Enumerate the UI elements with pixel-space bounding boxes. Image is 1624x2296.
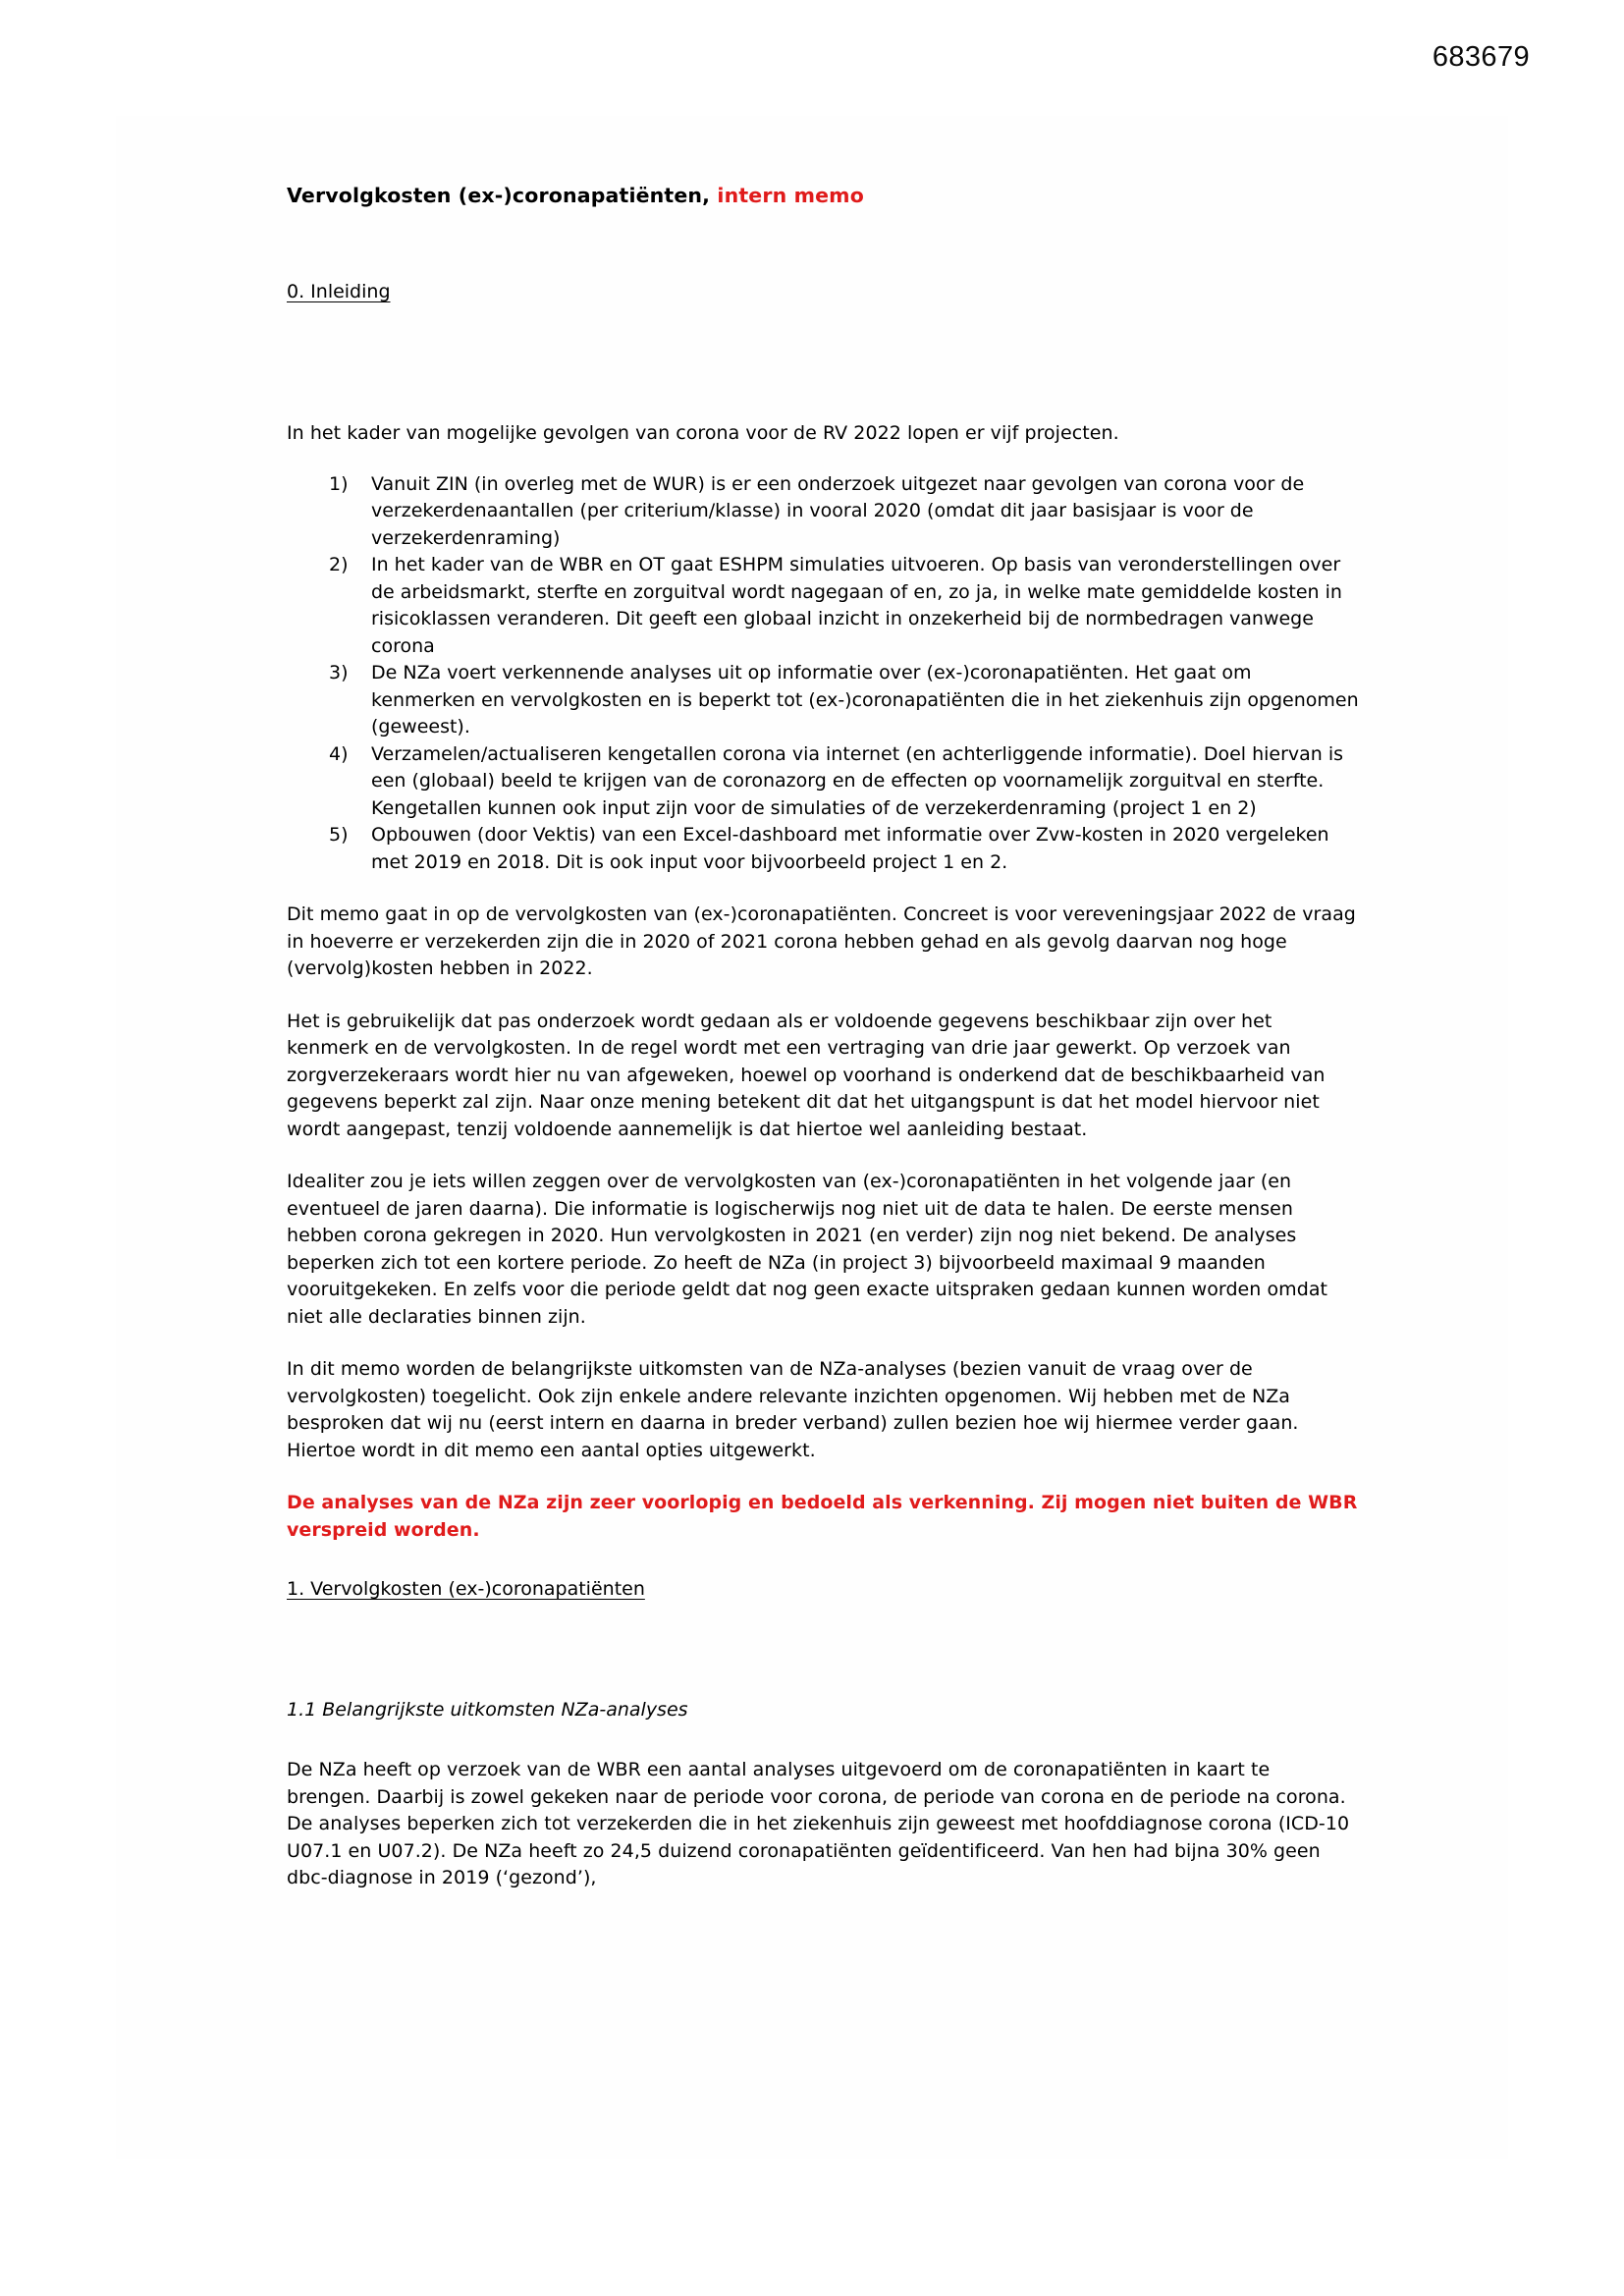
list-item-marker: 4) [329, 742, 349, 765]
paragraph-memo-contents: In dit memo worden de belangrijkste uitkomsten van de NZa-analyses (bezien vanuit de vraag over de vervolgkosten) toegelicht. Ook zijn enkele andere relevante inzichten opgenomen. Wij hebben met de NZa besproken dat wij nu (eerst intern en daarna in breder verband) zullen bezien hoe wij hiermee verder gaan. Hiertoe wordt in dit memo een aantal opties uitgewerkt. [287, 1358, 1299, 1461]
list-item-marker: 5) [329, 824, 349, 847]
list-item-text: Opbouwen (door Vektis) van een Excel-dashboard met informatie over Zvw-kosten in 2020 vergeleken met 2019 en 2018. Dit is ook input voor bijvoorbeeld project 1 en 2. [371, 824, 1329, 873]
list-item-text: Vanuit ZIN (in overleg met de WUR) is er een onderzoek uitgezet naar gevolgen van corona voor de verzekerdenaantallen (per criterium/klasse) in vooral 2020 (omdat dit jaar basisjaar is voor de verzekerdenraming) [371, 472, 1305, 549]
intro-heading-wrap [287, 280, 1359, 366]
paragraph-data-availability: Het is gebruikelijk dat pas onderzoek wordt gedaan als er voldoende gegevens beschikbaar zijn over het kenmerk en de vervolgkosten. In de regel wordt met een vertraging van drie jaar gewerkt. Op verzoek van zorgverzekeraars wordt hier nu van afgeweken, hoewel op voorhand is onderkend dat de beschikbaarheid van gegevens beperkt zal zijn. Naar onze mening betekent dit dat het uitgangspunt is dat het model hiervoor niet wordt aangepast, tenzij voldoende aannemelijk is dat hiertoe wel aanleiding bestaat. [287, 1010, 1326, 1140]
list-item [287, 552, 1359, 660]
paragraph-nza-analyses: De NZa heeft op verzoek van de WBR een aantal analyses uitgevoerd om de coronapatiënten in kaart te brengen. Daarbij is zowel gekeken naar de periode voor corona, de periode van corona en de periode na corona. De analyses beperken zich tot verzekerden die in het ziekenhuis zijn geweest met hoofddiagnose corona (ICD-10 U07.1 en U07.2). De NZa heeft zo 24,5 duizend coronapatiënten geïdentificeerd. Van hen had bijna 30% geen dbc-diagnose in 2019 (‘gezond’), [287, 1759, 1350, 1889]
list-item-marker: 1) [329, 472, 349, 495]
document-title [287, 183, 1359, 209]
document-body [287, 183, 1359, 1918]
list-item-text: Verzamelen/actualiseren kengetallen corona via internet (en achterliggende informatie). Doel hiervan is een (globaal) beeld te krijgen van de coronazorg en de effecten op voornamelijk zorguitval en sterfte. Kengetallen kunnen ook input zijn voor de simulaties of de verzekerdenraming (project 1 en 2) [371, 742, 1344, 819]
chapter1-heading-wrap [287, 1577, 1359, 1664]
list-item [287, 822, 1359, 876]
document-title-main: Vervolgkosten (ex-)coronapatiënten, [287, 184, 718, 207]
page-stamp-number: 683679 [1432, 41, 1530, 73]
intro-lead-paragraph: In het kader van mogelijke gevolgen van corona voor de RV 2022 lopen er vijf projecten. [287, 422, 1119, 445]
section-heading-inleiding: 0. Inleiding [287, 280, 391, 302]
list-item-text: In het kader van de WBR en OT gaat ESHPM simulaties uitvoeren. Op basis van veronderstellingen over de arbeidsmarkt, sterfte en zorguitval wordt nagegaan of en, zo ja, in welke mate gemiddelde kosten in risicoklassen veranderen. Dit geeft een globaal inzicht in onzekerheid bij de normbedragen vanwege corona [371, 554, 1342, 657]
section-heading-vervolgkosten: 1. Vervolgkosten (ex-)coronapatiënten [287, 1578, 645, 1601]
list-item-text: De NZa voert verkennende analyses uit op informatie over (ex-)coronapatiënten. Het gaat om kenmerken en vervolgkosten en is beperkt tot (ex-)coronapatiënten die in het ziekenhuis zijn opgenomen (geweest). [371, 662, 1359, 738]
paragraph-ideal-case: Idealiter zou je iets willen zeggen over de vervolgkosten van (ex-)coronapatiënten in het volgende jaar (en eventueel de jaren daarna). Die informatie is logischerwijs nog niet uit de data te halen. De eerste mensen hebben corona gekregen in 2020. Hun vervolgkosten in 2021 (en verder) zijn nog niet bekend. De analyses beperken zich tot een kortere periode. Zo heeft de NZa (in project 3) bijvoorbeeld maximaal 9 maanden vooruitgekeken. En zelfs voor die periode geldt dat nog geen exacte uitspraken gedaan kunnen worden omdat niet alle declaraties binnen zijn. [287, 1171, 1328, 1328]
list-item [287, 660, 1359, 741]
list-item-marker: 3) [329, 662, 349, 684]
subsection-heading-1-1: 1.1 Belangrijkste uitkomsten NZa-analyses [287, 1698, 688, 1721]
projects-list [287, 471, 1359, 877]
document-title-accent: intern memo [717, 184, 864, 207]
list-item-marker: 2) [329, 554, 349, 576]
list-item [287, 471, 1359, 553]
list-item [287, 741, 1359, 823]
warning-notice: De analyses van de NZa zijn zeer voorlopig en bedoeld als verkenning. Zij mogen niet buiten de WBR verspreid worden. [287, 1492, 1358, 1541]
paragraph-memo-scope: Dit memo gaat in op de vervolgkosten van (ex-)coronapatiënten. Concreet is voor vereveningsjaar 2022 de vraag in hoeverre er verzekerden zijn die in 2020 of 2021 corona hebben gehad en als gevolg daarvan nog hoge (vervolg)kosten hebben in 2022. [287, 903, 1356, 980]
